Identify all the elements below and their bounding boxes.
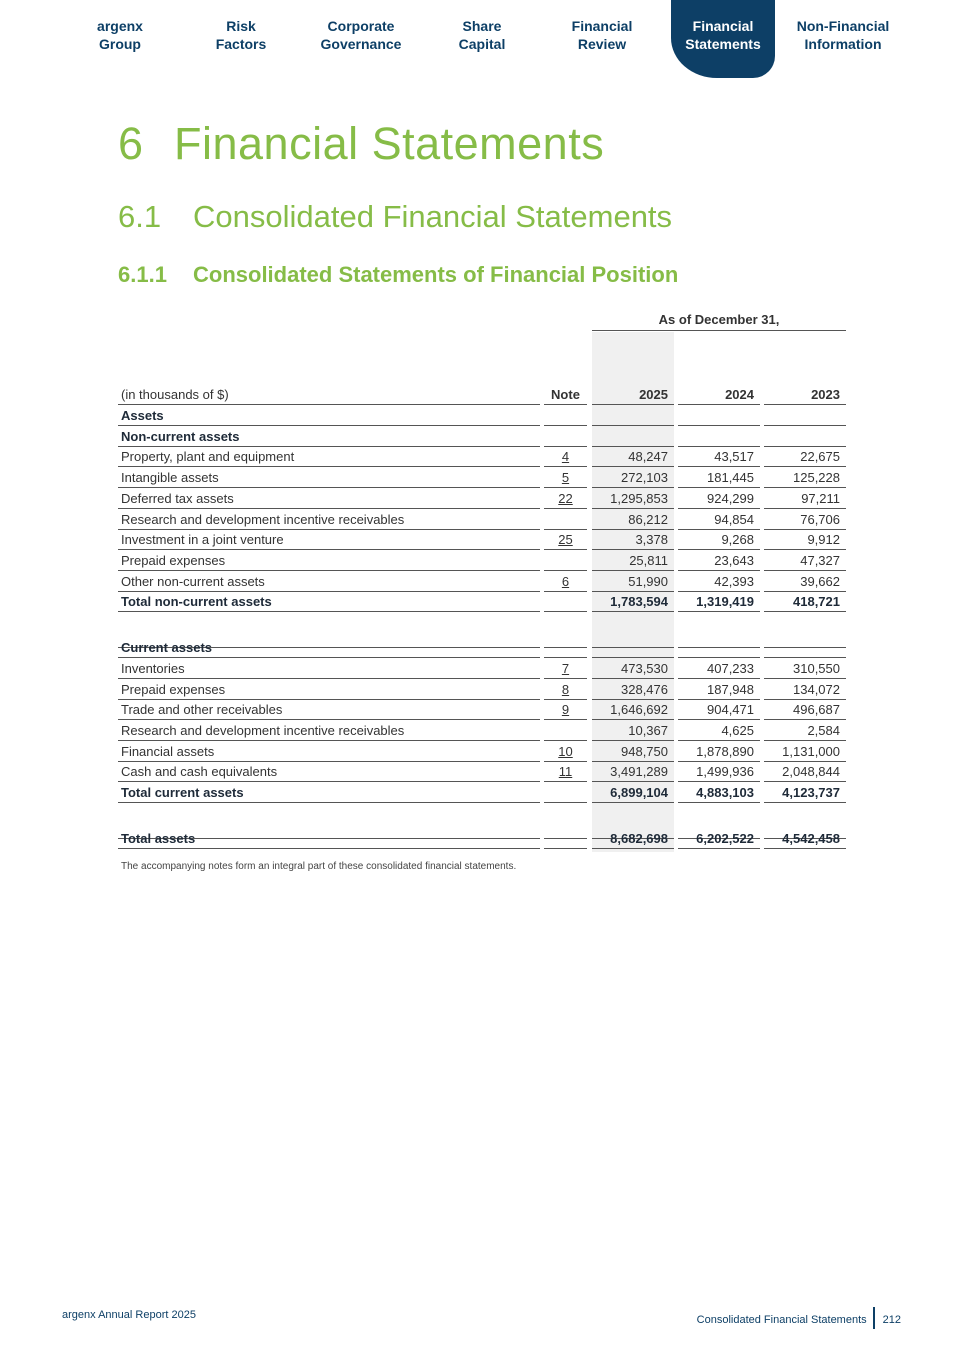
- table-row: [118, 530, 846, 551]
- row-label: Prepaid expenses: [118, 680, 540, 700]
- header-label: (in thousands of $): [118, 385, 540, 405]
- nav-tab-argenx-group[interactable]: argenx Group: [97, 18, 143, 52]
- table-row: [118, 680, 846, 701]
- subsection-title: [118, 262, 678, 288]
- row-note: [544, 742, 587, 762]
- note-reference-link[interactable]: 10: [558, 744, 573, 759]
- table-row: [118, 592, 846, 613]
- footnote: The accompanying notes form an integral part of these consolidated financial statements.: [121, 861, 517, 872]
- table-row: [118, 762, 846, 783]
- row-label: Deferred tax assets: [118, 489, 540, 509]
- row-label: Other non-current assets: [118, 572, 540, 592]
- subsection-title-text: Consolidated Statements of Financial Position: [193, 262, 679, 287]
- table-row: [118, 447, 846, 468]
- row-value-2023: 134,072: [764, 680, 846, 700]
- nav-tab-financial-review[interactable]: Financial Review: [571, 18, 633, 52]
- table-row: [118, 406, 846, 427]
- chapter-title: [118, 118, 604, 170]
- chapter-title-text: Financial Statements: [174, 118, 605, 169]
- row-label: Total assets: [118, 829, 540, 849]
- row-value-2025: 948,750: [592, 742, 674, 762]
- row-value-2023: 496,687: [764, 700, 846, 720]
- row-label: Assets: [118, 406, 540, 426]
- header-year-2023: 2023: [764, 385, 846, 405]
- row-value-2025: 328,476: [592, 680, 674, 700]
- row-value-2024: 43,517: [678, 447, 760, 467]
- row-value-2024: [678, 638, 760, 658]
- row-value-2023: 2,048,844: [764, 762, 846, 782]
- row-note: [544, 638, 587, 658]
- nav-tab-non-financial-information[interactable]: Non-Financial Information: [796, 18, 890, 52]
- table-row: [118, 489, 846, 510]
- nav-tab-share-capital[interactable]: Share Capital: [458, 18, 506, 52]
- row-value-2023: 76,706: [764, 510, 846, 530]
- row-value-2025: 10,367: [592, 721, 674, 741]
- row-value-2025: 25,811: [592, 551, 674, 571]
- header-note: Note: [544, 385, 587, 405]
- row-value-2025: [592, 427, 674, 447]
- note-reference-link[interactable]: 11: [558, 764, 573, 779]
- row-value-2024: 187,948: [678, 680, 760, 700]
- row-value-2025: 48,247: [592, 447, 674, 467]
- row-value-2023: 2,584: [764, 721, 846, 741]
- table-row: [118, 638, 846, 659]
- note-reference-link[interactable]: 22: [558, 491, 573, 506]
- row-value-2024: 181,445: [678, 468, 760, 488]
- header-year-2025: 2025: [592, 385, 674, 405]
- row-value-2024: 4,883,103: [678, 783, 760, 803]
- row-label: Research and development incentive receivables: [118, 510, 540, 530]
- row-value-2024: 1,319,419: [678, 592, 760, 612]
- row-value-2024: 23,643: [678, 551, 760, 571]
- row-value-2025: 6,899,104: [592, 783, 674, 803]
- row-value-2023: 418,721: [764, 592, 846, 612]
- section-title-text: Consolidated Financial Statements: [193, 199, 673, 234]
- row-value-2024: 904,471: [678, 700, 760, 720]
- row-value-2024: 9,268: [678, 530, 760, 550]
- row-label: Trade and other receivables: [118, 700, 540, 720]
- row-note: [544, 489, 587, 509]
- row-value-2025: 1,783,594: [592, 592, 674, 612]
- note-reference-link[interactable]: 6: [561, 574, 570, 589]
- row-value-2023: 97,211: [764, 489, 846, 509]
- table-row: [118, 721, 846, 742]
- table-row: [118, 829, 846, 850]
- row-note: [544, 829, 587, 849]
- row-value-2024: 4,625: [678, 721, 760, 741]
- footer-section-title: Consolidated Financial Statements: [696, 1314, 867, 1326]
- row-value-2025: 51,990: [592, 572, 674, 592]
- row-label: Prepaid expenses: [118, 551, 540, 571]
- row-note: [544, 468, 587, 488]
- row-value-2023: 39,662: [764, 572, 846, 592]
- row-label: Total non-current assets: [118, 592, 540, 612]
- table-group-header: As of December 31,: [592, 312, 846, 331]
- row-label: Research and development incentive receivables: [118, 721, 540, 741]
- row-note: [544, 680, 587, 700]
- chapter-number: 6: [118, 118, 144, 169]
- row-note: [544, 762, 587, 782]
- row-note: [544, 592, 587, 612]
- row-label: Total current assets: [118, 783, 540, 803]
- nav-tab-risk-factors[interactable]: Risk Factors: [215, 18, 267, 52]
- row-label: Non-current assets: [118, 427, 540, 447]
- row-value-2024: 42,393: [678, 572, 760, 592]
- row-value-2024: 6,202,522: [678, 829, 760, 849]
- row-value-2025: 1,295,853: [592, 489, 674, 509]
- nav-tab-financial-statements[interactable]: Financial Statements: [671, 0, 775, 78]
- top-navigation: [60, 0, 903, 80]
- row-label: Financial assets: [118, 742, 540, 762]
- row-value-2023: 310,550: [764, 659, 846, 679]
- row-value-2025: [592, 406, 674, 426]
- footer-right: [697, 1309, 901, 1331]
- row-note: [544, 530, 587, 550]
- footer-report-title: argenx Annual Report 2025: [62, 1309, 196, 1321]
- row-label: Inventories: [118, 659, 540, 679]
- footer-divider: [873, 1307, 875, 1329]
- row-note: [544, 427, 587, 447]
- table-row: [118, 551, 846, 572]
- row-value-2023: [764, 638, 846, 658]
- note-reference-link[interactable]: 5: [561, 470, 570, 485]
- table-row: [118, 783, 846, 804]
- table-row: [118, 427, 846, 448]
- row-value-2025: 3,378: [592, 530, 674, 550]
- row-value-2024: [678, 427, 760, 447]
- row-value-2025: [592, 638, 674, 658]
- row-value-2025: 8,682,698: [592, 829, 674, 849]
- row-note: [544, 700, 587, 720]
- row-value-2024: 407,233: [678, 659, 760, 679]
- row-value-2024: 1,499,936: [678, 762, 760, 782]
- row-note: [544, 447, 587, 467]
- table-row: [118, 468, 846, 489]
- row-value-2023: [764, 406, 846, 426]
- row-label: Property, plant and equipment: [118, 447, 540, 467]
- table-row: [118, 659, 846, 680]
- note-reference-link[interactable]: 9: [561, 702, 570, 717]
- subsection-number: 6.1.1: [118, 262, 167, 287]
- row-value-2025: 86,212: [592, 510, 674, 530]
- note-reference-link[interactable]: 4: [561, 449, 570, 464]
- note-reference-link[interactable]: 7: [561, 661, 570, 676]
- row-value-2024: 924,299: [678, 489, 760, 509]
- note-reference-link[interactable]: 8: [561, 682, 570, 697]
- table-row: [118, 572, 846, 593]
- row-value-2023: [764, 427, 846, 447]
- row-note: [544, 783, 587, 803]
- row-label: Intangible assets: [118, 468, 540, 488]
- row-value-2023: 4,542,458: [764, 829, 846, 849]
- row-value-2023: 4,123,737: [764, 783, 846, 803]
- row-note: [544, 721, 587, 741]
- row-value-2025: 3,491,289: [592, 762, 674, 782]
- row-value-2024: [678, 406, 760, 426]
- row-value-2024: 1,878,890: [678, 742, 760, 762]
- table-header-row: [118, 385, 846, 406]
- row-value-2024: 94,854: [678, 510, 760, 530]
- table-row: [118, 742, 846, 763]
- row-value-2023: 47,327: [764, 551, 846, 571]
- row-value-2023: 22,675: [764, 447, 846, 467]
- header-year-2024: 2024: [678, 385, 760, 405]
- row-note: [544, 659, 587, 679]
- row-label: Investment in a joint venture: [118, 530, 540, 550]
- row-note: [544, 406, 587, 426]
- row-value-2025: 1,646,692: [592, 700, 674, 720]
- row-value-2023: 1,131,000: [764, 742, 846, 762]
- row-value-2023: 9,912: [764, 530, 846, 550]
- note-reference-link[interactable]: 25: [558, 532, 573, 547]
- row-note: [544, 572, 587, 592]
- page-number: 212: [882, 1314, 901, 1326]
- table-row: [118, 700, 846, 721]
- row-label: Cash and cash equivalents: [118, 762, 540, 782]
- row-value-2025: 272,103: [592, 468, 674, 488]
- row-value-2023: 125,228: [764, 468, 846, 488]
- nav-tab-corporate-governance[interactable]: Corporate Governance: [320, 18, 402, 52]
- row-note: [544, 510, 587, 530]
- table-row: [118, 510, 846, 531]
- section-title: [118, 199, 672, 235]
- row-note: [544, 551, 587, 571]
- row-label: Current assets: [118, 638, 540, 658]
- section-number: 6.1: [118, 199, 162, 234]
- row-value-2025: 473,530: [592, 659, 674, 679]
